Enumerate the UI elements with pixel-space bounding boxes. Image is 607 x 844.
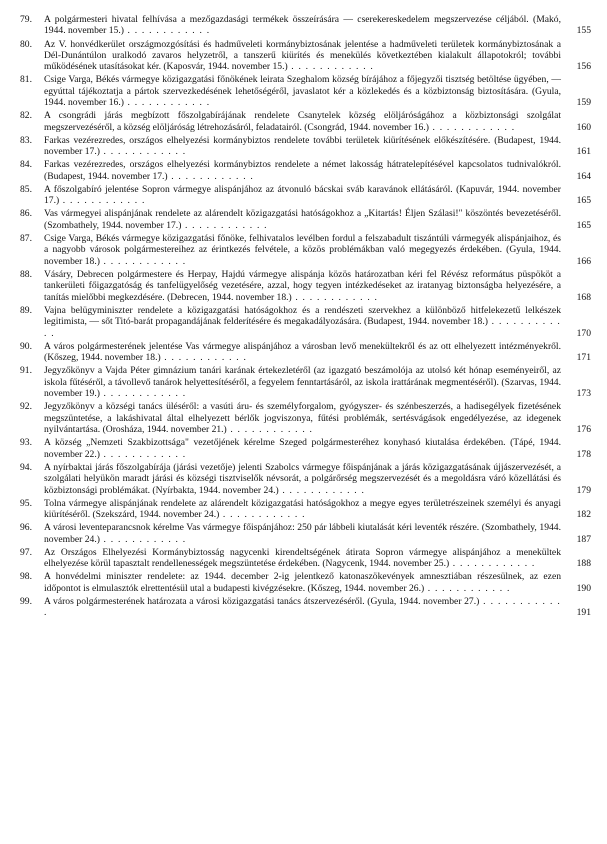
entry-description: Jegyzőkönyv a Vajda Péter gimnázium tanári karának értekezletéről (az igazgató beszámolója az utolsó két hónap eseményeiről, az iskola fűtéséről, a távollevő tanárok helyettesítéséről, a fegyelem fenntartásáról, az iskola irattárának megmentéséről). (Szarvas, 1944. november 19.) . . . [44,365,569,399]
list-item [20,498,591,521]
entry-description: A csongrádi járás megbízott főszolgabírájának rendelete Csanytelek község elöljáróságához a közbiztonsági szolgálat megszervezéséről, a község elöljáróság létrehozásáról, feladatairól. (Csongrád, 1944. november 16.) . . . [44,110,569,133]
entry-description: Vajna belügyminiszter rendelete a közigazgatási hatóságokhoz és a rendészeti szervekhez a különböző hitfelekezetű lelkészek legitimista, — sőt Titó-barát propagandájának felderítésére és megakadályozására. (Budapest, 1944. november 18.) . . . [44,305,569,339]
entry-page-number: 179 [576,484,591,496]
entry-page-number: 176 [576,424,591,436]
list-item [20,596,591,619]
entry-page-number: 161 [576,146,591,158]
list-item [20,571,591,594]
entry-page-number: 173 [576,388,591,400]
entry-description: Vas vármegyei alispánjának rendelete az alárendelt közigazgatási hatóságokhoz a „Kitartás! Éljen Szálasi!" köszöntés bevezetéséről. (Szombathely, 1944. november 17.) . . . [44,208,569,231]
entry-description: A polgármesteri hivatal felhívása a mezőgazdasági termékek összeírására — cserekereskedelem megszervezése céljából. (Makó, 1944. november 15.) . . . [44,14,569,37]
entry-number: 93. [20,437,32,449]
entry-number: 96. [20,522,32,534]
entry-description: Farkas vezérezredes, országos elhelyezési kormánybiztos rendelete további területek kiürítésének előkészítésére. (Budapest, 1944. november 17.) . . . [44,135,569,158]
entry-description: Csige Varga, Békés vármegye közigazgatási főnökének leirata Szeghalom község bírájához a főjegyzői tisztség betöltése ügyében, — egyúttal tájékoztatja a pártok szervezkedésének lehetőségéről, javaslatot kér a közlekedés és a közbiztonság biztosítására. (Gyula, 1944. november 16.) . . . [44,74,569,108]
entry-number: 85. [20,183,32,195]
list-item [20,110,591,133]
entry-page-number: 188 [576,558,591,570]
entry-description: A város polgármesterének jelentése Vas vármegye alispánjához a városban levő menekültekről és az ott elhelyezett intézményekről. (Kőszeg, 1944. november 18.) . . . [44,341,569,364]
entry-page-number: 171 [576,352,591,364]
entry-number: 99. [20,595,32,607]
entry-page-number: 165 [576,219,591,231]
entry-number: 81. [20,74,32,86]
entry-description: Jegyzőkönyv a községi tanács üléséről: a vasúti áru- és személyforgalom, gyógyszer- és szénbeszerzés, a hadisegélyek fizetésének megszüntetése, a lakáshivatal által elhelyezett bérlők jogviszonya, fűtési problémák, sertésvágások engedélyezése, az idegenek nyilvántartása. (Orosháza, 1944. november 21.) . . . [44,401,569,435]
list-item [20,341,591,364]
entry-page-number: 165 [576,195,591,207]
list-item [20,74,591,108]
entry-description: Az Országos Elhelyezési Kormánybiztosság nagycenki kirendeltségének átirata Sopron vármegye alispánjához a menekültek elhelyezése körül tapasztalt rendellenességek megszüntetése érdekében. (Nagycenk, 1944. november 25.) . . . [44,547,569,570]
entry-page-number: 155 [576,25,591,37]
list-item [20,14,591,37]
entry-number: 86. [20,208,32,220]
entry-page-number: 164 [576,170,591,182]
list-item [20,39,591,73]
list-item [20,135,591,158]
list-item [20,437,591,460]
list-item [20,159,591,182]
entry-page-number: 168 [576,291,591,303]
entry-number: 91. [20,365,32,377]
list-item [20,269,591,303]
list-item [20,208,591,231]
entry-description: A város polgármesterének határozata a városi közigazgatási tanács átszervezéséről. (Gyula, 1944. november 27.) . . . [44,596,569,619]
entry-number: 87. [20,232,32,244]
entry-page-number: 160 [576,121,591,133]
list-item [20,522,591,545]
entry-page-number: 156 [576,61,591,73]
entry-number: 97. [20,546,32,558]
entry-number: 88. [20,268,32,280]
entry-number: 83. [20,134,32,146]
entry-number: 79. [20,14,32,25]
entry-page-number: 191 [576,607,591,619]
entry-description: A városi leventeparancsnok kérelme Vas vármegye főispánjához: 250 pár lábbeli kiutalását kéri leventék részére. (Szombathely, 1944. november 24.) . . . [44,522,569,545]
list-item [20,365,591,399]
entry-number: 82. [20,110,32,122]
entry-number: 80. [20,38,32,50]
entry-page-number: 187 [576,533,591,545]
entry-description: A nyírbaktai járás főszolgabírája (járási vezetője) jelenti Szabolcs vármegye főispánjának a járás közigazgatásának újjászervezését, a szolgálati helyükön maradt járási és községi tisztviselők névsorát, a polgárőrség megszervezését és a megoldásra váró közellátási és közbiztonsági problémákat. (Nyírbakta, 1944. november 24.) . . . [44,462,569,496]
entry-description: Csige Varga, Békés vármegye közigazgatási főnöke, felhivatalos levélben fordul a felszabadult tiszántúli vármegyék alispánjaihoz, és a nagyobb városok polgármestereihez az érintkezés felvétele, a közös problémákban való megegyezés érdekében. (Gyula, 1944. november 18.) . . . [44,233,569,267]
entry-description: Az V. honvédkerület országmozgósítási és hadműveleti kormánybiztosának jelentése a hadműveleti területek kormánybiztosának a Dél-Dunántúlon uralkodó zavaros helyzetről, a tanszerű kiürítés és menekülés következtében kialakult állapotokról; további működésének utasításokat kér. (Kaposvár, 1944. november 15.) . . . [44,39,569,73]
entry-description: Tolna vármegye alispánjának rendelete az alárendelt közigazgatási hatóságokhoz a megye egyes területrészeinek személyi és anyagi kiürítéséről. (Szekszárd, 1944. november 24.) . . . [44,498,569,521]
entry-number: 98. [20,571,32,583]
entry-page-number: 182 [576,509,591,521]
list-item [20,547,591,570]
table-of-contents-list [20,14,591,619]
entry-number: 89. [20,304,32,316]
entry-description: A község „Nemzeti Szakbizottsága" vezetőjének kérelme Szeged polgármesteréhez konyhasó kiutalása érdekében. (Tápé, 1944. november 22.) . . . [44,437,569,460]
entry-page-number: 159 [576,97,591,109]
entry-number: 84. [20,159,32,171]
entry-number: 90. [20,340,32,352]
entry-number: 92. [20,401,32,413]
entry-description: Vásáry, Debrecen polgármestere és Herpay, Hajdú vármegye alispánja közös határozatban kéri fel Révész református püspököt a tankerületi főigazgatóság és tanfelügyelőség vezetésére, azzal, hogy tegyen intézkedéseket az iratanyag biztonságba helyezésére, a tanítás mielőbbi megkezdésére. (Debrecen, 1944. november 18.) . . . [44,269,569,303]
entry-page-number: 178 [576,448,591,460]
list-item [20,401,591,435]
entry-page-number: 166 [576,255,591,267]
entry-number: 94. [20,461,32,473]
entry-page-number: 170 [576,327,591,339]
entry-page-number: 190 [576,582,591,594]
list-item [20,462,591,496]
entry-description: A honvédelmi miniszter rendelete: az 1944. december 2-ig jelentkező katonaszökevények amnesztiában részesülnek, az ezen időpontot is elmulasztók elrettentésül utal a budapesti kivégzésekre. (Kőszeg, 1944. november 26.) . . . [44,571,569,594]
entry-description: A főszolgabíró jelentése Sopron vármegye alispánjához az átvonuló bácskai sváb karavánok ellátásáról. (Kapuvár, 1944. november 17.) . . . [44,184,569,207]
entry-number: 95. [20,497,32,509]
list-item [20,305,591,339]
entry-description: Farkas vezérezredes, országos elhelyezési kormánybiztos rendelete a német lakosság hátratelepítésével kapcsolatos tudnivalókról. (Budapest, 1944. november 17.) . . . [44,159,569,182]
list-item [20,233,591,267]
list-item [20,184,591,207]
